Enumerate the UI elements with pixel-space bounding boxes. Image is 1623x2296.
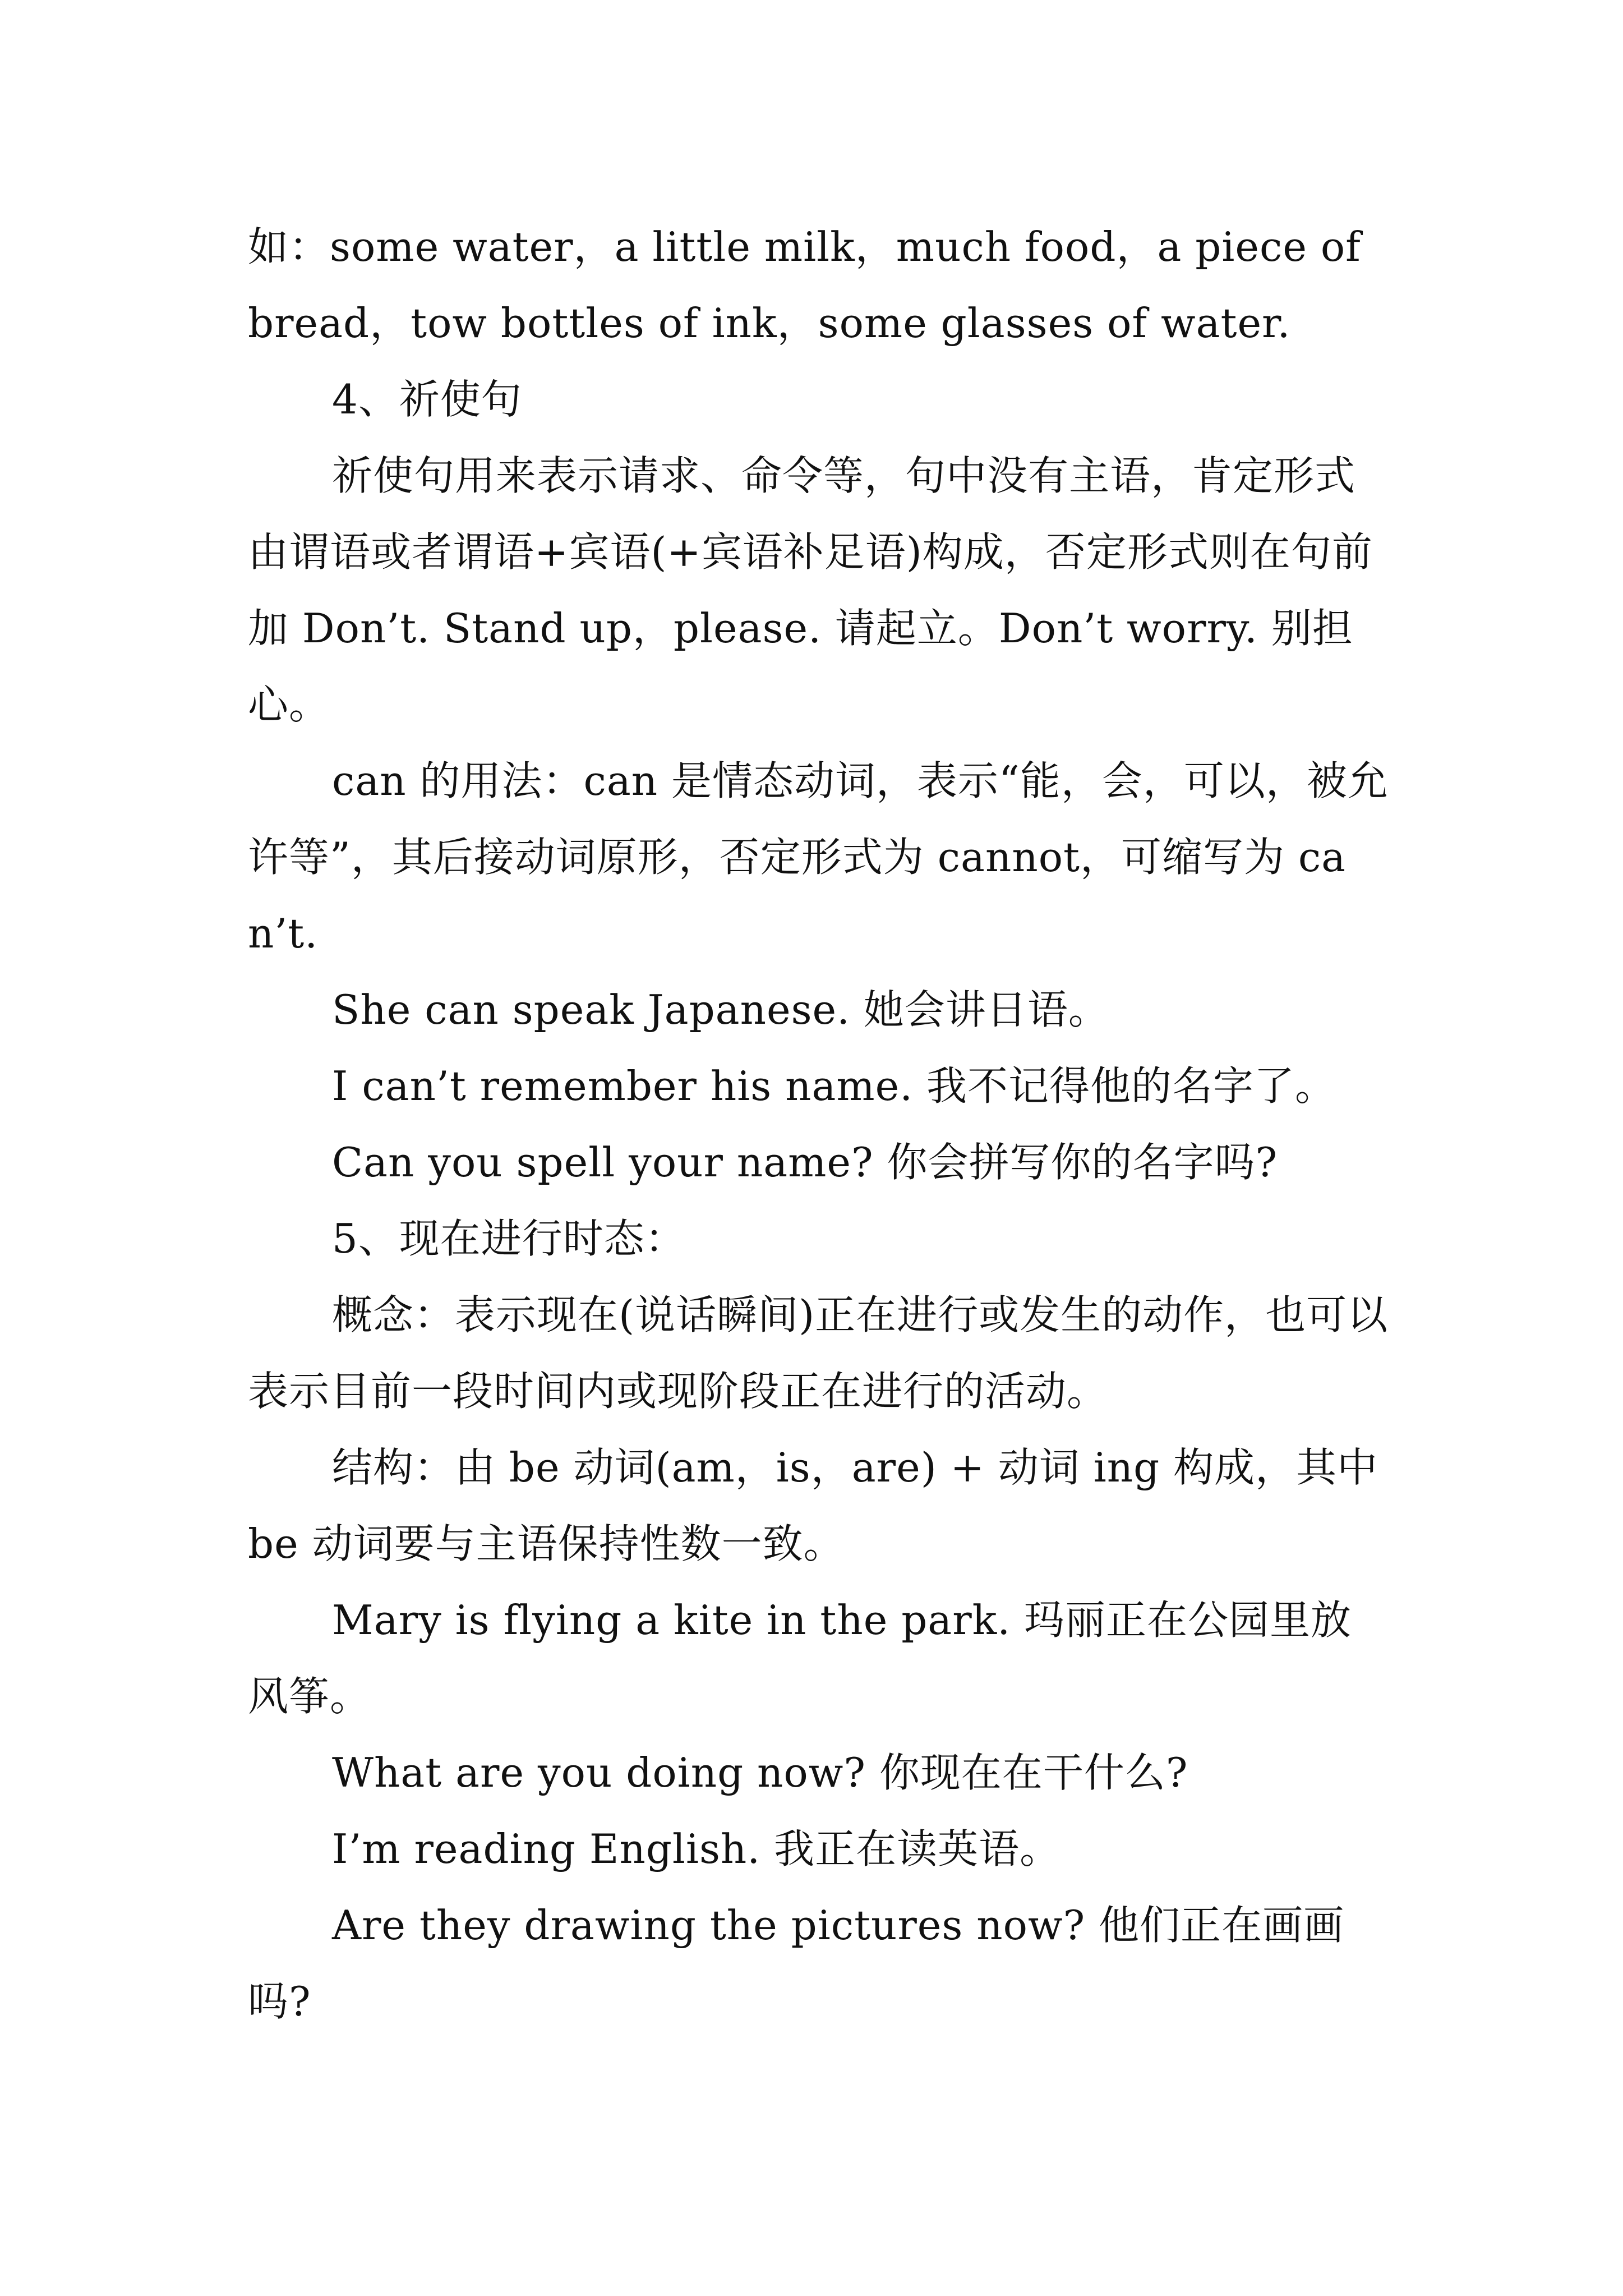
example-sentence: I’m reading English. 我正在读英语。 [332,1825,1061,1872]
heading-present-continuous: 5、现在进行时态： [332,1215,686,1262]
paragraph-concept: 概念：表示现在(说话瞬间)正在进行或发生的动作，也可以表示目前一段时间内或现阶段正在进行的活动。 [248,1291,1389,1415]
heading-imperative: 4、祈使句 [332,376,522,423]
paragraph-can-usage: can 的用法：can 是情态动词，表示“能，会，可以，被允许等”，其后接动词原形，否定形式为 cannot，可缩写为 can’t. [248,757,1389,957]
paragraph-structure: 结构：由 be 动词(am，is，are) + 动词 ing 构成，其中 be 动词要与主语保持性数一致。 [248,1444,1392,1567]
example-sentence: She can speak Japanese. 她会讲日语。 [332,986,1109,1033]
example-sentence: Mary is flying a kite in the park. 玛丽正在公园里放风筝。 [248,1596,1352,1720]
example-sentence: I can’t remember his name. 我不记得他的名字了。 [332,1062,1336,1110]
example-sentence: What are you doing now? 你现在在干什么? [332,1749,1188,1796]
paragraph-examples: 如：some water，a little milk，much food，a piece of bread，tow bottles of ink，some glasses of water. [248,223,1375,347]
paragraph-imperative: 祈使句用来表示请求、命令等，句中没有主语，肯定形式由谓语或者谓语+宾语(+宾语补足语)构成，否定形式则在句前加 Don’t. Stand up，please. 请起立。Don’t worry. 别担心。 [248,452,1373,728]
example-sentence: Can you spell your name? 你会拼写你的名字吗? [332,1139,1278,1186]
example-sentence: Are they drawing the pictures now? 他们正在画画吗? [248,1902,1345,2025]
document-body [248,209,1392,2040]
